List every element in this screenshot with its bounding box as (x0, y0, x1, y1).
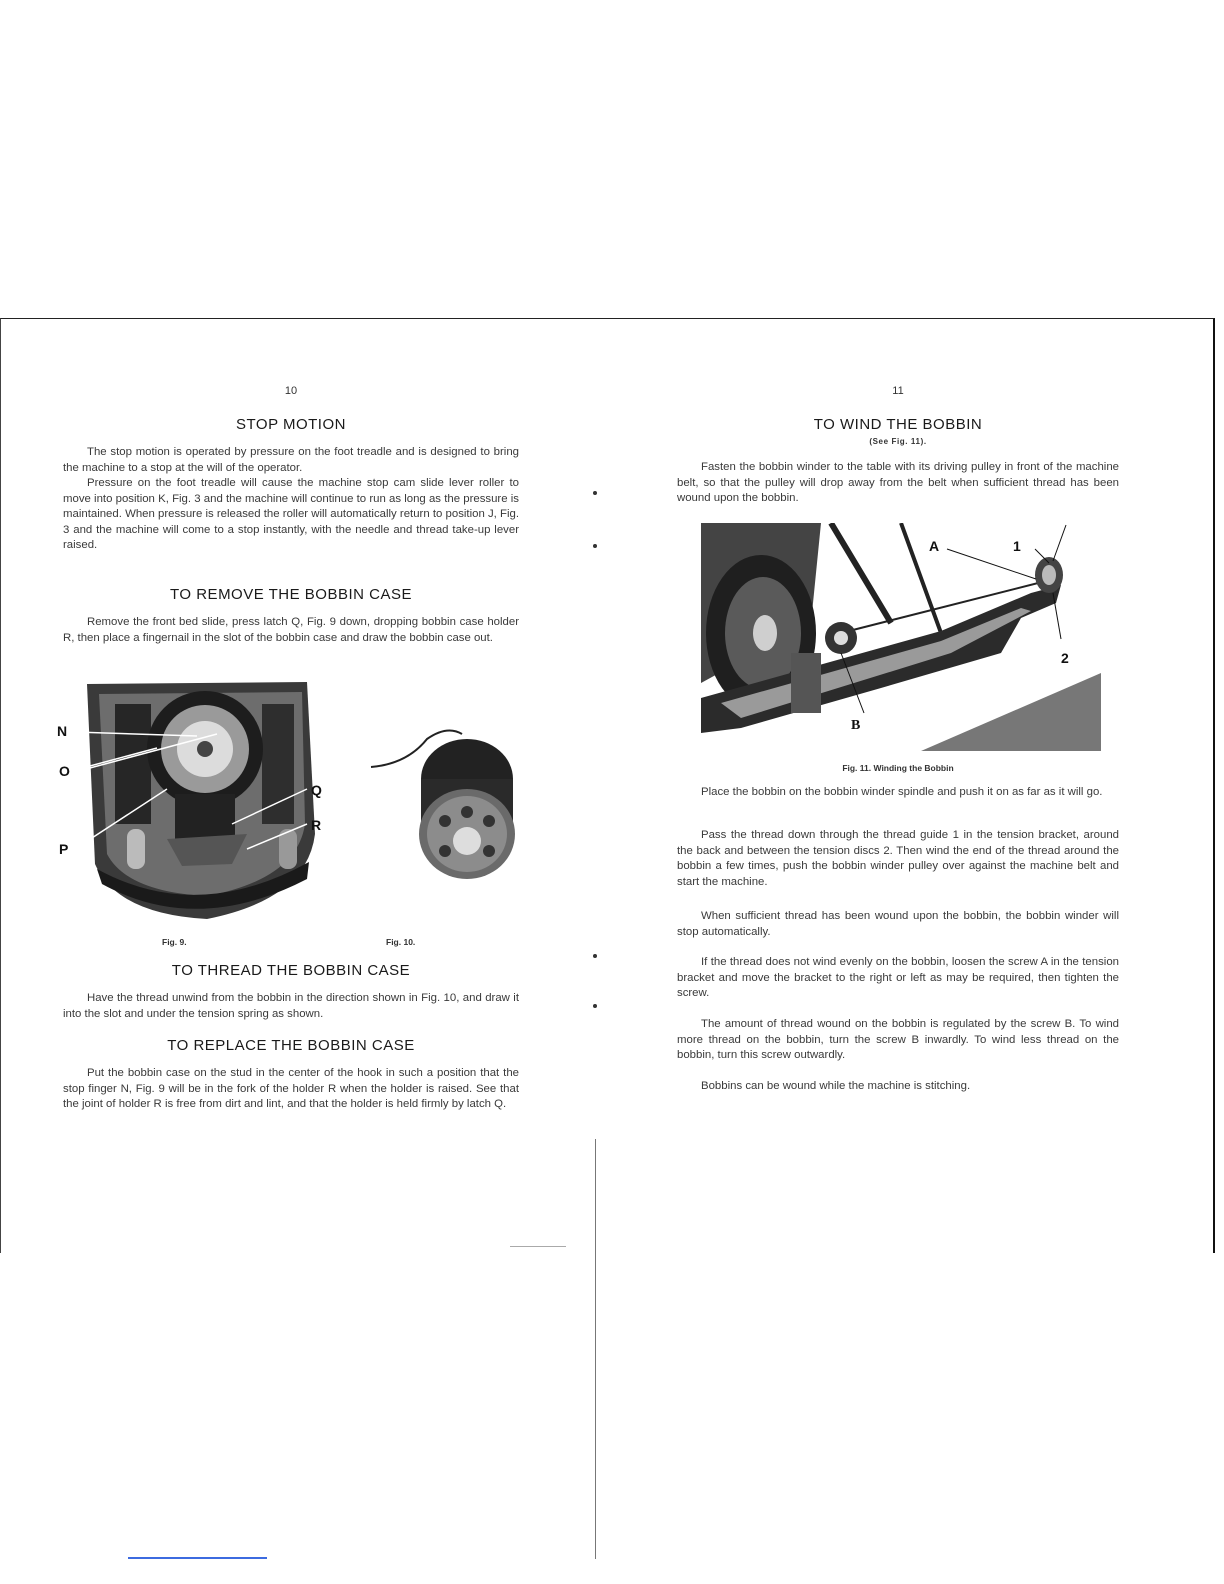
section-title-replace-bobbin-case: TO REPLACE THE BOBBIN CASE (167, 1037, 415, 1054)
gutter-mark (593, 491, 597, 495)
fig11-bobbin-winder-illustration (701, 523, 1101, 751)
paragraph: When sufficient thread has been wound upon the bobbin, the bobbin winder will stop automatically. (677, 910, 1119, 938)
svg-text:A: A (929, 538, 940, 554)
section-title-remove-bobbin-case: TO REMOVE THE BOBBIN CASE (170, 586, 412, 603)
fig9-caption: Fig. 9. (162, 937, 187, 947)
section-subtitle: (See Fig. 11). (869, 437, 927, 446)
section-title-thread-bobbin-case: TO THREAD THE BOBBIN CASE (171, 962, 411, 979)
paragraph: If the thread does not wind evenly on the bobbin, loosen the screw A in the tension bracket and move the bracket to the right or left as may be required, then tighten the screw. (677, 956, 1119, 1000)
paragraph: Pressure on the foot treadle will cause the machine stop cam slide lever roller to move into position K, Fig. 3 and the machine will continue to run as long as the pressure is maintained. When pressure is released the roller will automatically return to position J, Fig. 3 and the machine will come to a stop instantly, with the needle and thread take-up lever raised. (63, 477, 519, 552)
paragraph: Bobbins can be wound while the machine is stitching. (701, 1080, 971, 1092)
scan-mark (510, 1246, 566, 1247)
paragraph: The amount of thread wound on the bobbin is regulated by the screw B. To wind more thread on the bobbin, turn the screw B inwardly. To wind less thread on the bobbin, turn this screw outwardly. (677, 1018, 1119, 1062)
section-title-stop-motion: STOP MOTION (236, 416, 346, 433)
svg-text:R: R (311, 817, 322, 833)
paragraph: Place the bobbin on the bobbin winder spindle and push it on as far as it will go. (701, 786, 1103, 798)
gutter-mark (593, 1004, 597, 1008)
fig11-caption: Fig. 11. Winding the Bobbin (842, 763, 954, 773)
gutter-mark (593, 954, 597, 958)
paragraph: The stop motion is operated by pressure on the foot treadle and is designed to bring the machine to a stop at the will of the operator. (63, 446, 519, 474)
manual-spread (0, 318, 1215, 1253)
svg-text:N: N (57, 723, 68, 739)
fig9-bobbin-case-illustration (57, 674, 327, 929)
paragraph: Put the bobbin case on the stud in the center of the hook in such a position that the stop finger N, Fig. 9 will be in the fork of the holder R when the holder is raised. See that the joint of holder R is free from dirt and lint, and that the holder is held firmly by latch Q. (63, 1067, 519, 1111)
page-number: 11 (892, 385, 904, 397)
gutter-line (595, 1139, 596, 1559)
paragraph: Remove the front bed slide, press latch Q, Fig. 9 down, dropping bobbin case holder R, then place a fingernail in the slot of the bobbin case and draw the bobbin case out. (63, 616, 519, 644)
svg-text:P: P (59, 841, 69, 857)
gutter-mark (593, 544, 597, 548)
section-title-wind-bobbin: TO WIND THE BOBBIN (813, 416, 983, 433)
fig10-bobbin-case-illustration (367, 719, 527, 889)
fig10-caption: Fig. 10. (386, 937, 416, 947)
svg-text:Q: Q (311, 782, 322, 798)
svg-text:2: 2 (1061, 650, 1069, 666)
svg-text:1: 1 (1013, 538, 1021, 554)
page-number: 10 (284, 385, 298, 397)
paragraph: Have the thread unwind from the bobbin in the direction shown in Fig. 10, and draw it into the slot and under the tension spring as shown. (63, 992, 519, 1020)
svg-text:O: O (59, 763, 70, 779)
paragraph: Pass the thread down through the thread guide 1 in the tension bracket, around the back and between the tension discs 2. Then wind the end of the thread around the bobbin a few times, push the bobbin winder pulley over against the machine belt and start the machine. (677, 829, 1119, 888)
paragraph: Fasten the bobbin winder to the table with its driving pulley in front of the machine belt, so that the pulley will drop away from the belt when sufficient thread has been wound upon the bobbin. (677, 461, 1119, 505)
blue-rule (128, 1557, 267, 1559)
svg-text:B: B (851, 718, 861, 733)
